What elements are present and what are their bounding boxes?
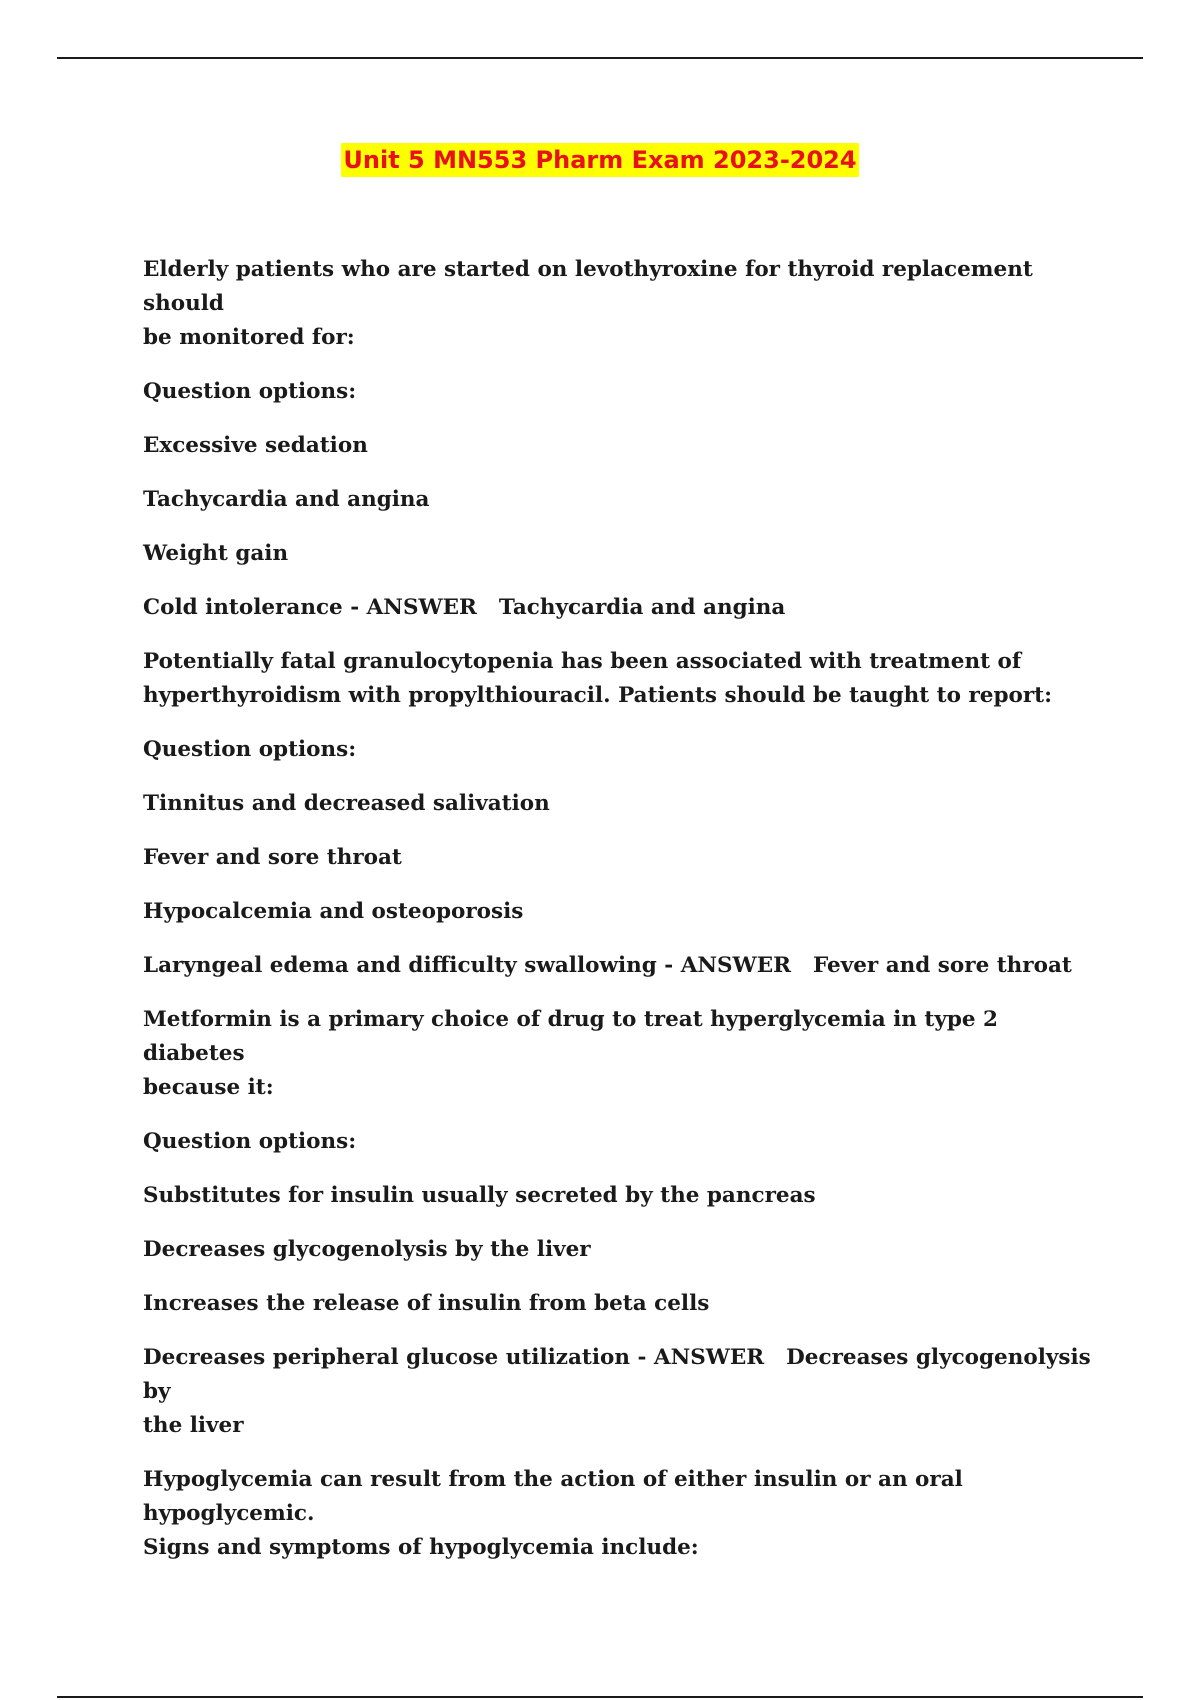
question-option: Tachycardia and angina	[143, 487, 430, 512]
question-4-prompt	[143, 1463, 1103, 1565]
question-1-prompt	[143, 253, 1103, 355]
question-option: Substitutes for insulin usually secreted by the pancreas	[143, 1183, 816, 1208]
question-answer-line	[143, 949, 1103, 983]
correct-answer: Fever and sore throat	[812, 953, 1072, 978]
question-option: Weight gain	[143, 541, 289, 566]
question-prompt-line: because it:	[143, 1075, 274, 1100]
question-option: Increases the release of insulin from beta cells	[143, 1291, 710, 1316]
question-prompt-line: Potentially fatal granulocytopenia has been associated with treatment of	[143, 649, 1022, 674]
question-option: Fever and sore throat	[143, 845, 402, 870]
question-2-prompt	[143, 645, 1103, 713]
question-answer-block	[143, 1341, 1103, 1443]
question-options-label: Question options:	[143, 1129, 357, 1154]
document-body	[143, 253, 1103, 1565]
question-prompt-line: hyperthyroidism with propylthiouracil. Patients should be taught to report:	[143, 683, 1053, 708]
correct-answer: Tachycardia and angina	[498, 595, 786, 620]
question-option: Excessive sedation	[143, 433, 368, 458]
question-3-prompt	[143, 1003, 1103, 1105]
question-prompt-line: Hypoglycemia can result from the action of either insulin or an oral hypoglycemic.	[143, 1467, 963, 1526]
last-option-answer-label: Decreases peripheral glucose utilization - ANSWER	[143, 1345, 765, 1370]
question-answer-line	[143, 1341, 1103, 1409]
header-rule	[57, 57, 1143, 59]
last-option-answer-label: Laryngeal edema and difficulty swallowing - ANSWER	[143, 953, 791, 978]
question-prompt-line: Elderly patients who are started on levothyroxine for thyroid replacement should	[143, 257, 1033, 316]
question-option: Hypocalcemia and osteoporosis	[143, 899, 524, 924]
title-container	[0, 143, 1200, 177]
question-option: Tinnitus and decreased salivation	[143, 791, 550, 816]
question-prompt-line: be monitored for:	[143, 325, 355, 350]
document-title: Unit 5 MN553 Pharm Exam 2023-2024	[341, 143, 858, 177]
question-prompt-line: Signs and symptoms of hypoglycemia include:	[143, 1535, 699, 1560]
correct-answer: Decreases glycogenolysis by	[143, 1345, 1091, 1404]
question-answer-continuation: the liver	[143, 1413, 244, 1438]
last-option-answer-label: Cold intolerance - ANSWER	[143, 595, 477, 620]
question-answer-block	[143, 591, 1103, 625]
footer-rule	[57, 1696, 1143, 1698]
question-options-label: Question options:	[143, 379, 357, 404]
question-options-label: Question options:	[143, 737, 357, 762]
question-answer-line	[143, 591, 1103, 625]
question-answer-block	[143, 949, 1103, 983]
question-option: Decreases glycogenolysis by the liver	[143, 1237, 591, 1262]
question-prompt-line: Metformin is a primary choice of drug to treat hyperglycemia in type 2 diabetes	[143, 1007, 998, 1066]
